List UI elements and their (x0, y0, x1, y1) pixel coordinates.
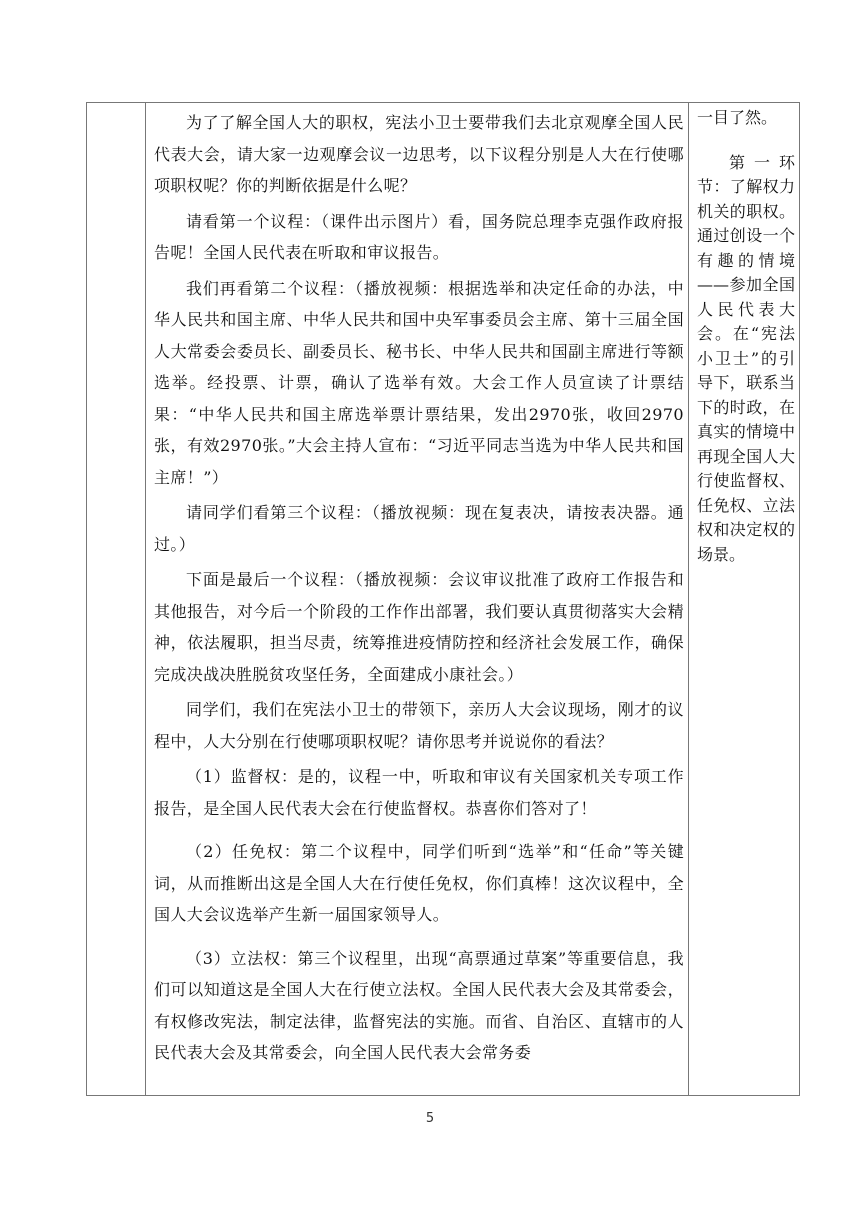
paragraph-legislative-power: （3）立法权：第三个议程里，出现“高票通过草案”等重要信息，我们可以知道这是全国人大在行使立法权。全国人民代表大会及其常委会，有权修改宪法，制定法律，监督宪法的实施。而省、自治区、直辖市的人民代表大会及其常委会，向全国人民代表大会常务委 (154, 948, 684, 1062)
note-section-1: 第一环节：了解权力机关的职权。通过创设一个有趣的情境——参加全国人民代表大会。在“宪法小卫士”的引导下，联系当下的时政，在真实的情境中再现全国人大行使监督权、任免权、立法权和决定权的场景。 (697, 152, 795, 564)
paragraph-supervision-power: （1）监督权：是的，议程一中，听取和审议有关国家机关专项工作报告，是全国人民代表大会在行使监督权。恭喜你们答对了！ (154, 767, 684, 818)
paragraph-appointment-power: （2）任免权：第二个议程中，同学们听到“选举”和“任命”等关键词，从而推断出这是全国人大在行使任免权，你们真棒！这次议程中，全国人大会议选举产生新一届国家领导人。 (154, 842, 684, 924)
paragraph-question: 同学们，我们在宪法小卫士的带领下，亲历人大会议现场，刚才的议程中，人大分别在行使哪项职权呢？请你思考并说说你的看法？ (154, 700, 684, 751)
design-intent-column-cell (689, 103, 800, 1096)
left-column-cell (87, 103, 146, 1096)
note-line-1: 一目了然。 (697, 108, 778, 127)
paragraph-intro: 为了了解全国人大的职权，宪法小卫士要带我们去北京观摩全国人民代表大会，请大家一边观摩会议一边思考，以下议程分别是人大在行使哪项职权呢？你的判断依据是什么呢？ (154, 113, 684, 195)
teaching-content (154, 107, 684, 1069)
paragraph-agenda-4: 下面是最后一个议程：（播放视频：会议审议批准了政府工作报告和其他报告，对今后一个阶段的工作作出部署，我们要认真贯彻落实大会精神，依法履职，担当尽责，统筹推进疫情防控和经济社会发展工作，确保完成决战决胜脱贫攻坚任务，全面建成小康社会。） (154, 570, 684, 684)
page-number: 5 (425, 1111, 435, 1126)
content-column-cell (146, 103, 689, 1096)
paragraph-agenda-2: 我们再看第二个议程：（播放视频：根据选举和决定任命的办法，中华人民共和国主席、中华人民共和国中央军事委员会主席、第十三届全国人大常委会委员长、副委员长、秘书长、中华人民共和国副主席进行等额选举。经投票、计票，确认了选举有效。大会工作人员宣读了计票结果：“中华人民共和国主席选举票计票结果，发出2970张，收回2970张，有效2970张。”大会主持人宣布：“习近平同志当选为中华人民共和国主席！”） (154, 278, 684, 487)
lesson-plan-table (86, 102, 800, 1096)
design-intent-notes (697, 106, 795, 567)
paragraph-agenda-3: 请同学们看第三个议程：（播放视频：现在复表决，请按表决器。通过。） (154, 503, 684, 554)
paragraph-agenda-1: 请看第一个议程：（课件出示图片）看，国务院总理李克强作政府报告呢！全国人民代表在听取和审议报告。 (154, 211, 684, 262)
table-row (87, 103, 800, 1096)
